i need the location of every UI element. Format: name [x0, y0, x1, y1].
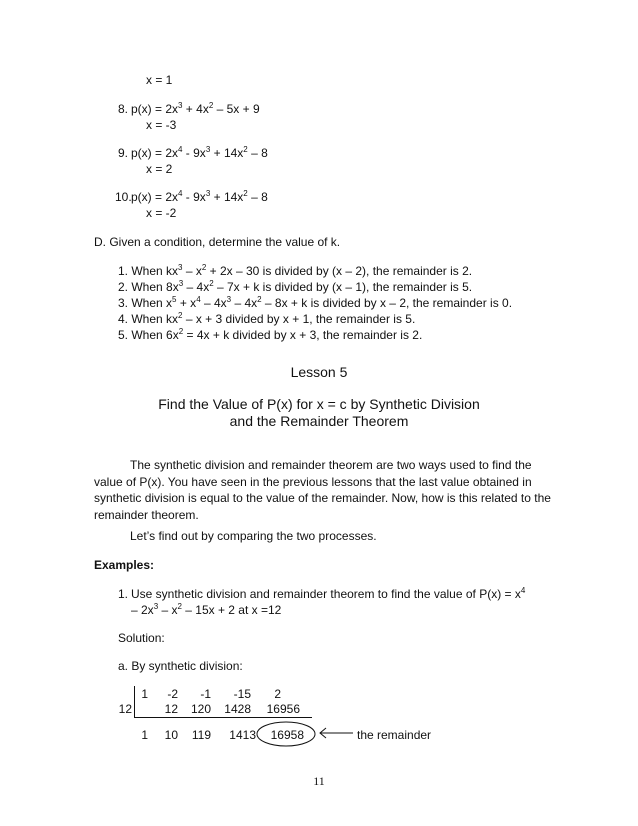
synthetic-row3-cell: 1	[141, 728, 148, 742]
synthetic-row3-cell: 1413	[229, 728, 256, 742]
synthetic-row2-cell: 120	[190, 702, 211, 716]
section-d-item-2: 2. When $8x^3 - 4x^2 - 7x + k$ is divided by (x – 1), the remainder is 5.	[118, 279, 473, 294]
item-c-8-sub: x = -3	[146, 118, 177, 132]
synthetic-row1-cell: -1	[200, 687, 211, 701]
page-number: 11	[313, 774, 325, 788]
item-c-9-number: 9.	[118, 146, 129, 160]
intro-paragraph: The synthetic division and remainder theorem are two ways used to find the value of P(x). You have seen in the previous lessons that the last value obtained in synthetic division is equal to the value of the remainder. Now, how is this related to the remainder theorem.	[94, 458, 551, 522]
method-a-label: a. By synthetic division:	[118, 659, 243, 673]
synthetic-remainder-value: 16958	[270, 728, 304, 742]
synthetic-row2-cell: 16956	[266, 702, 300, 716]
item-c-10-number: 10.	[115, 190, 132, 204]
example-1-line-1: Use synthetic division and remainder theorem to find the value of $P(x) = x^4$	[131, 586, 526, 601]
synthetic-row3-cell: 119	[191, 728, 211, 742]
solution-label: Solution:	[118, 631, 165, 645]
item-c-9-sub: x = 2	[146, 162, 173, 176]
section-d-item-5: 5. When $6x^2 = 4x + k$ divided by x + 3, the remainder is 2.	[118, 327, 423, 342]
example-1-number: 1.	[118, 587, 129, 601]
synthetic-row1-cell: -15	[233, 687, 251, 701]
arrow-left-icon	[318, 727, 354, 739]
examples-heading: Examples:	[94, 558, 155, 572]
section-d-item-4: 4. When $kx^2 - x + 3$ divided by x + 1, the remainder is 5.	[118, 311, 416, 326]
section-d-heading: D. Given a condition, determine the value of k.	[94, 235, 341, 249]
lesson-title-line-2: and the Remainder Theorem	[229, 413, 409, 429]
item-c-9-polynomial: $p(x) = 2x^4 - 9x^3 + 14x^2 - 8$	[131, 145, 268, 160]
synthetic-row3-cell: 10	[164, 728, 178, 742]
synthetic-row1-cell: 2	[274, 687, 281, 701]
remainder-circle	[255, 720, 317, 748]
item-c-10-sub: x = -2	[146, 206, 177, 220]
section-d-item-1: 1. When $kx^3 - x^2 + 2x - 30$ is divided by (x – 2), the remainder is 2.	[118, 263, 473, 278]
synthetic-divisor: 12	[118, 702, 132, 716]
example-1-line-2: – $2x^3 - x^2 - 15x + 2$ at x =12	[131, 602, 282, 617]
item-c-8-polynomial: $p(x) = 2x^3 + 4x^2 - 5x + 9$	[131, 101, 260, 116]
item-c-7-sub: x = 1	[146, 73, 173, 87]
synthetic-row2-cell: 1428	[224, 702, 251, 716]
item-c-8-number: 8.	[118, 102, 129, 116]
remainder-note: the remainder	[357, 728, 432, 742]
lesson-title-line-1: Find the Value of P(x) for x = c by Synthetic Division	[158, 396, 480, 412]
lesson-label: Lesson 5	[290, 364, 348, 380]
synthetic-row1-cell: 1	[141, 687, 148, 701]
synthetic-row1-cell: -2	[167, 687, 178, 701]
synthetic-row2-cell: 12	[164, 702, 178, 716]
item-c-10-polynomial: $p(x) = 2x^4 - 9x^3 + 14x^2 - 8$	[131, 189, 268, 204]
lets-find-out: Let’s find out by comparing the two processes.	[130, 529, 377, 543]
synthetic-horizontal-rule	[134, 717, 312, 718]
section-d-item-3: 3. When $x^5 + x^4 - 4x^3 - 4x^2 - 8x + k$ is divided by x – 2, the remainder is 0.	[118, 295, 513, 310]
